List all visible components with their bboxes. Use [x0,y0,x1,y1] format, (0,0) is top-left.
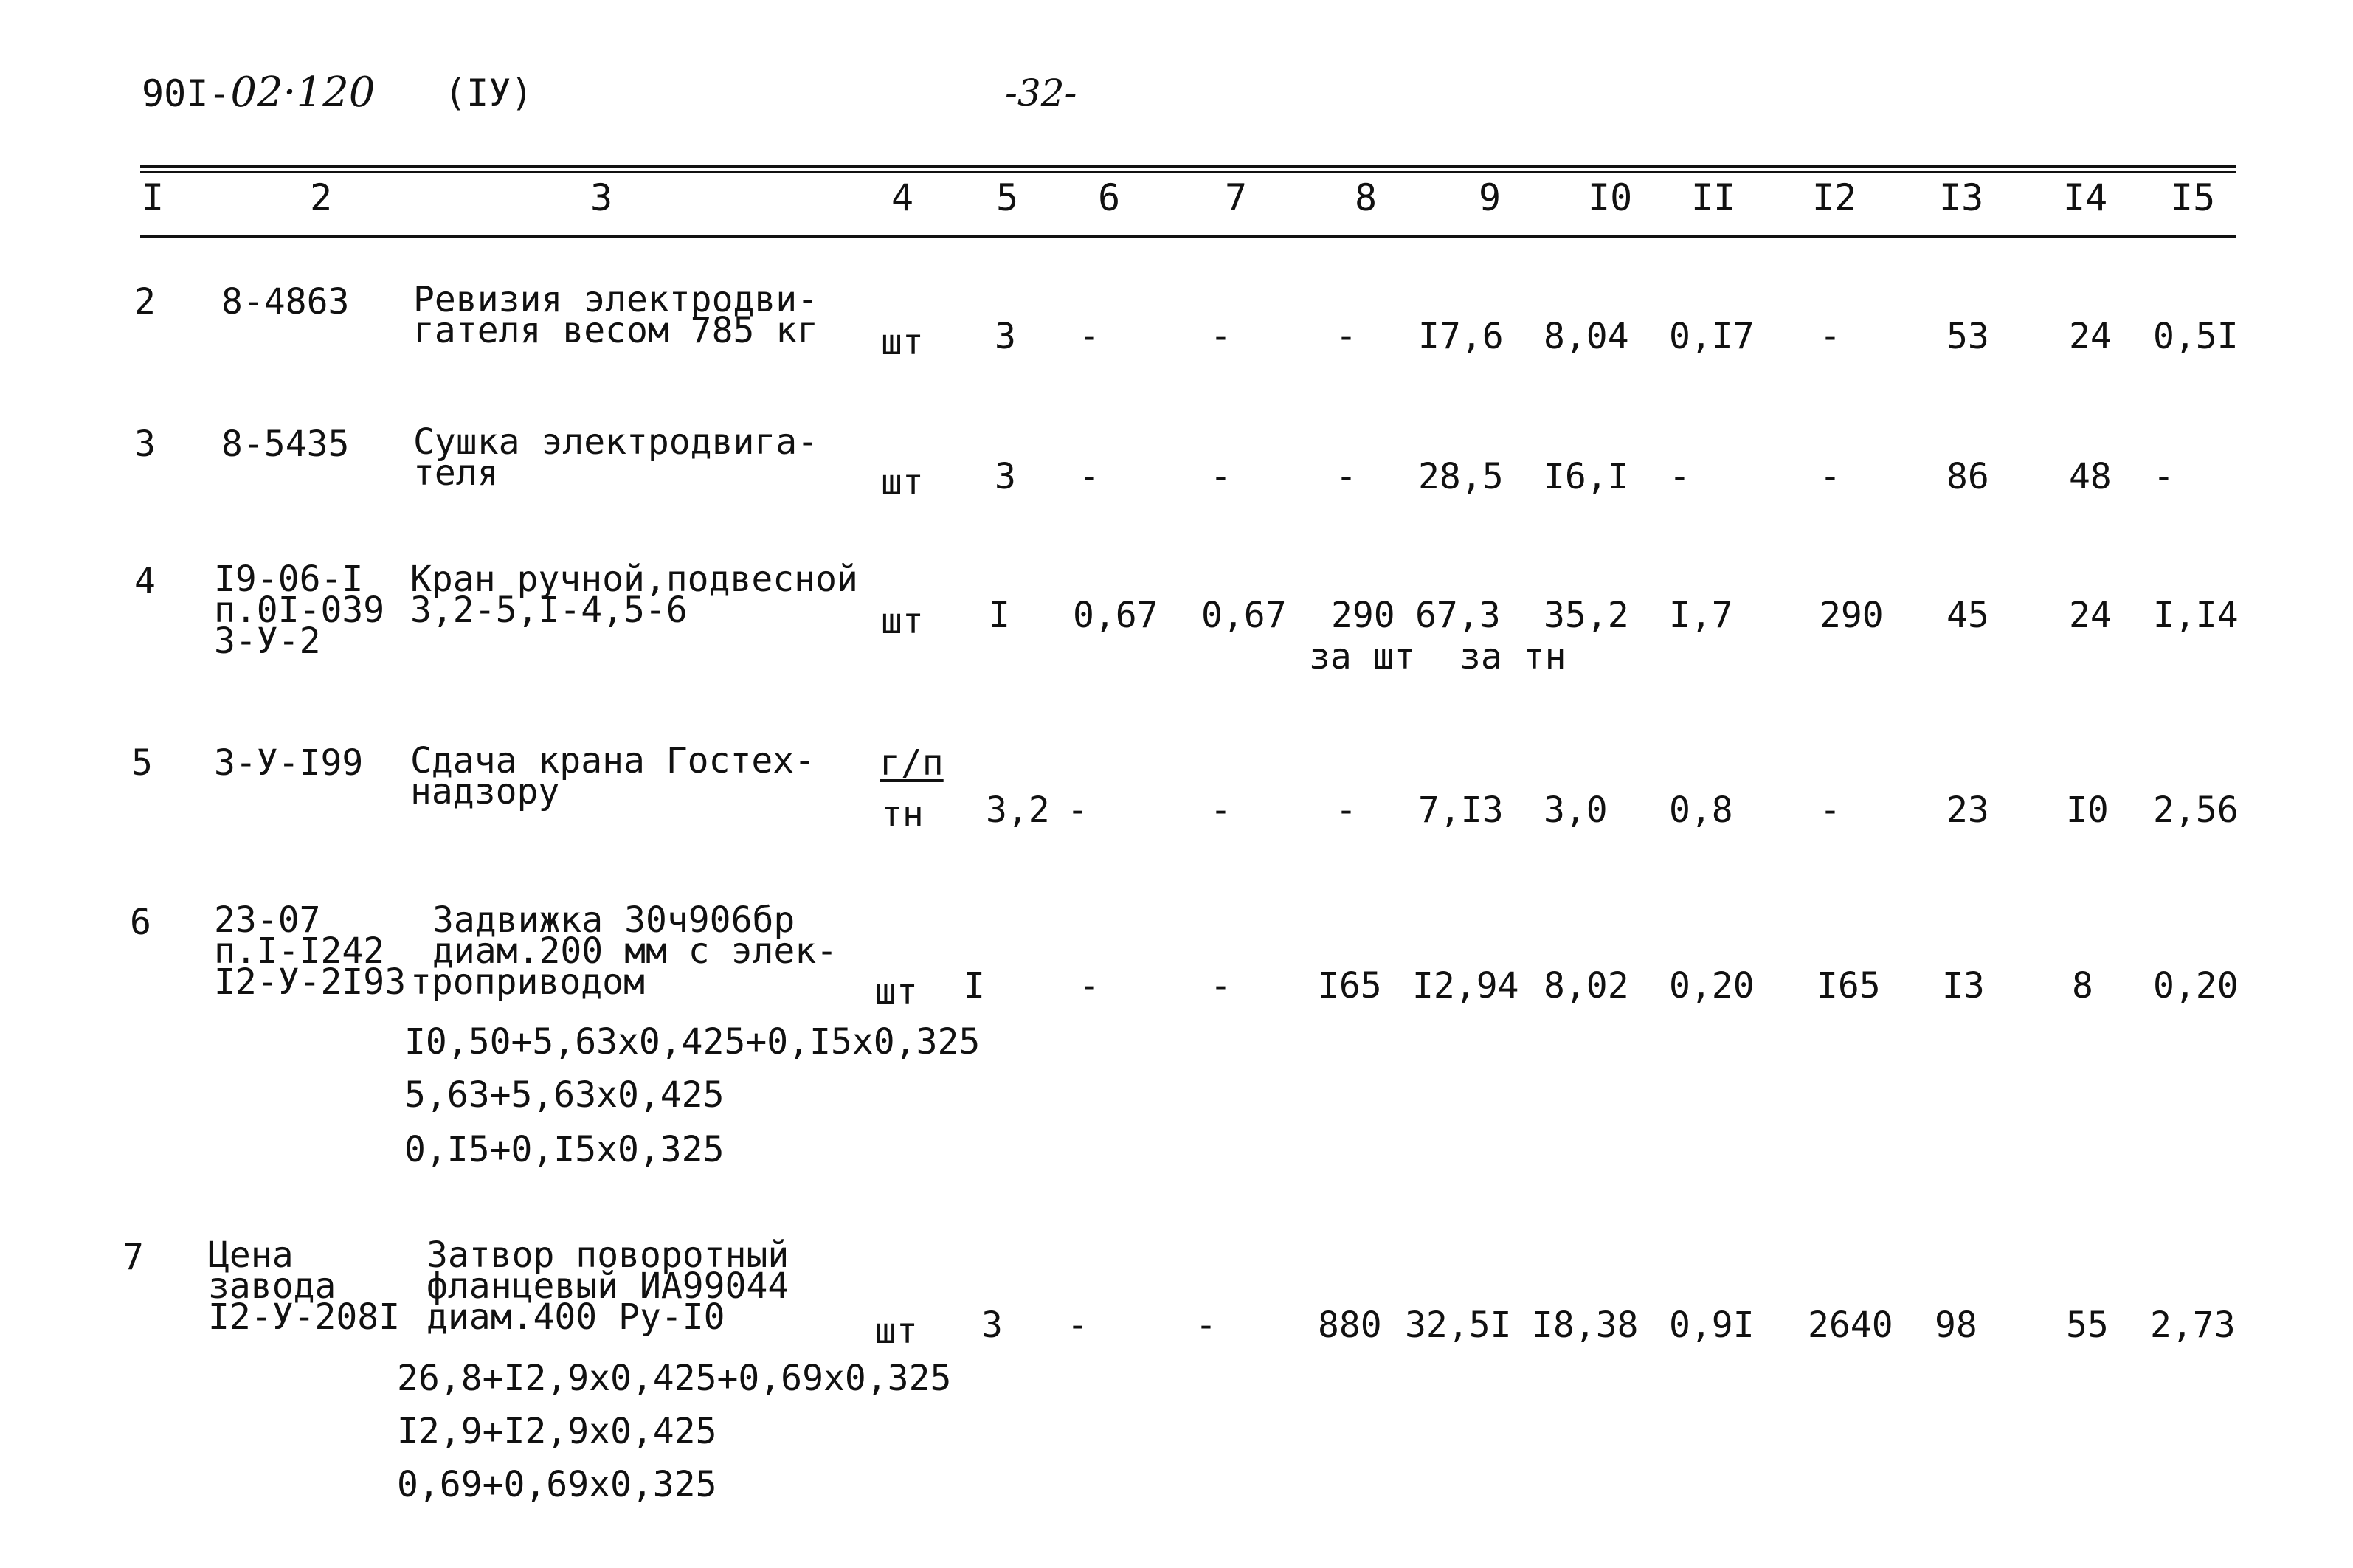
row-name-line: троприводом [410,961,645,1003]
row-code-line: п.I-I242 [214,930,385,972]
cell-15: 2,73 [2150,1305,2236,1346]
row-code-line: п.0I-039 [214,590,385,631]
row-unit: шт [881,462,924,503]
cell-6: 0,67 [1073,595,1158,636]
cell-13: 53 [1946,316,1989,357]
cell-6: - [1079,456,1100,497]
cell-13: 45 [1946,595,1989,636]
doc-code-handwritten: 02·120 [230,69,376,117]
top-rule [140,165,2236,168]
row-code [214,559,385,662]
row-code-line: I2-У-208I [208,1296,401,1338]
row-unit: шт [881,322,924,363]
cell-13: 86 [1946,456,1989,497]
row-number: 7 [122,1237,144,1278]
cell-8: 290 [1331,595,1395,636]
cell-9: 32,5I [1405,1305,1512,1346]
top-rule-thin [140,171,2236,173]
row-code-line: I2-У-2I93 [214,961,407,1003]
cell-13: 98 [1935,1305,1977,1346]
cell-15: 2,56 [2153,790,2239,831]
row-name-line: гателя весом 785 кг [413,310,819,351]
row-number: 6 [130,902,151,943]
cell-9: 7,I3 [1418,790,1504,831]
row-unit: шт [881,601,924,642]
row-code-line: 23-07 [214,899,321,941]
row-name-line: теля [413,452,499,494]
row-name [410,559,858,631]
cell-7: - [1210,456,1231,497]
cell-9: I2,94 [1412,965,1519,1006]
cell-9: I7,6 [1418,316,1504,357]
row-unit: тн [881,794,924,835]
doc-code-prefix: 90I- [142,72,231,115]
calc-line: 5,63+5,63x0,425 [404,1074,725,1116]
cell-6: - [1079,316,1100,357]
row-name-line: диам.200 мм с элек- [432,930,838,972]
cell-10: 35,2 [1544,595,1629,636]
row-unit-top: г/п [880,742,944,784]
cell-11: - [1669,456,1690,497]
row-code [208,1234,401,1338]
cell-9: 28,5 [1418,456,1504,497]
row-unit: шт [875,1310,918,1352]
cell-7: - [1210,316,1231,357]
row-qty: 3 [995,316,1016,357]
cell-14: 55 [2066,1305,2109,1346]
cell-14: 24 [2069,595,2112,636]
row-qty: I [964,965,985,1006]
cell-8: - [1336,456,1357,497]
row-qty: I [989,595,1010,636]
row-code: 8-4863 [221,281,350,322]
cell-11: 0,8 [1669,790,1733,831]
row-code-line: 3-У-2 [214,621,321,662]
cell-14: 24 [2069,316,2112,357]
row-qty: 3 [981,1305,1003,1346]
cell-12: - [1820,456,1841,497]
col-header: 7 [1225,176,1248,219]
cell-12: 290 [1820,595,1884,636]
doc-section: (IУ) [444,72,533,114]
row-unit: шт [875,971,918,1012]
col-header: I0 [1588,176,1633,219]
row-qty: 3 [995,456,1016,497]
cell-11: I,7 [1669,595,1733,636]
cell-15: I,I4 [2153,595,2239,636]
row-name-line: 3,2-5,I-4,5-6 [410,590,688,631]
row-code: 3-У-I99 [214,742,364,784]
col-header: I [142,176,165,219]
row-name [413,421,819,494]
cell-6: - [1067,1305,1088,1346]
row-number: 3 [134,424,156,465]
row-name-line: надзору [410,771,560,812]
row-name-line: Задвижка 30ч906бр [432,899,795,941]
col-header: I3 [1939,176,1984,219]
row-code-line: I9-06-I [214,559,364,600]
row-name [410,740,816,812]
row-number: 5 [131,742,153,784]
cell-10: 8,04 [1544,316,1629,357]
page-number: -32- [1005,72,1077,114]
header-bottom-rule [140,235,2236,238]
cell-7: - [1210,790,1231,831]
col-header: 8 [1355,176,1378,219]
col-header: I5 [2171,176,2216,219]
row-name-line: Сушка электродвига- [413,421,819,463]
doc-code [142,69,376,117]
cell-10: I8,38 [1532,1305,1639,1346]
cell-8: I65 [1318,965,1382,1006]
cell-12: - [1820,316,1841,357]
row-number: 4 [134,561,156,602]
col-header: 4 [891,176,914,219]
row-code [214,899,407,1003]
calc-line: I2,9+I2,9x0,425 [397,1411,717,1452]
row-code: 8-5435 [221,424,350,465]
cell-12: - [1820,790,1841,831]
cell-13: 23 [1946,790,1989,831]
row-name-line: Сдача крана Гостех- [410,740,816,781]
cell-10: 3,0 [1544,790,1608,831]
calc-line: 0,69+0,69x0,325 [397,1464,717,1505]
calc-line: I0,50+5,63x0,425+0,I5x0,325 [404,1021,981,1063]
row-number: 2 [134,281,156,322]
col-header: 2 [310,176,333,219]
row-name [413,279,819,351]
cell-8: - [1336,316,1357,357]
unit-note-10: за тн [1459,636,1566,677]
row-name [426,1234,789,1338]
cell-11: 0,20 [1669,965,1755,1006]
cell-9: 67,3 [1415,595,1501,636]
row-code-line: Цена [208,1234,294,1276]
row-name [410,899,838,1003]
calc-line: 26,8+I2,9x0,425+0,69x0,325 [397,1358,952,1399]
cell-7: 0,67 [1201,595,1287,636]
row-code-line: завода [208,1265,336,1307]
cell-7: - [1210,965,1231,1006]
cell-12: 2640 [1808,1305,1893,1346]
cell-15: 0,20 [2153,965,2239,1006]
cell-8: 880 [1318,1305,1382,1346]
col-header: II [1691,176,1736,219]
cell-14: I0 [2066,790,2109,831]
row-name-line: Ревизия электродви- [413,279,819,320]
cell-6: - [1067,790,1088,831]
unit-note-8: за шт [1309,636,1416,677]
col-header: I4 [2063,176,2108,219]
cell-8: - [1336,790,1357,831]
col-header: 5 [996,176,1019,219]
cell-15: - [2153,456,2174,497]
row-name-line: Затвор поворотный [426,1234,789,1276]
cell-10: I6,I [1544,456,1629,497]
cell-13: I3 [1942,965,1985,1006]
cell-6: - [1079,965,1100,1006]
cell-14: 48 [2069,456,2112,497]
cell-15: 0,5I [2153,316,2239,357]
cell-11: 0,I7 [1669,316,1755,357]
row-name-line: Кран ручной,подвесной [410,559,858,600]
col-header: 9 [1479,176,1502,219]
cell-11: 0,9I [1669,1305,1755,1346]
col-header: 3 [590,176,613,219]
row-name-line: фланцевый ИА99044 [426,1265,789,1307]
row-qty: 3,2 [986,790,1050,831]
cell-14: 8 [2072,965,2093,1006]
col-header: 6 [1098,176,1121,219]
calc-line: 0,I5+0,I5x0,325 [404,1129,725,1170]
cell-10: 8,02 [1544,965,1629,1006]
cell-7: - [1195,1305,1217,1346]
row-name-line: диам.400 Ру-I0 [426,1296,725,1338]
col-header: I2 [1812,176,1857,219]
cell-12: I65 [1817,965,1881,1006]
